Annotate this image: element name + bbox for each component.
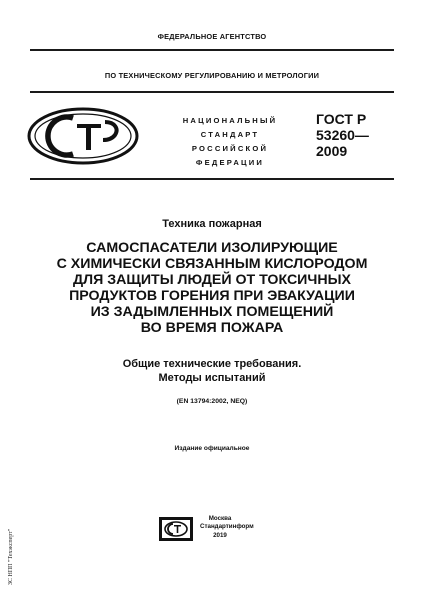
gost-number-line: ГОСТ Р [316, 111, 367, 127]
title-line: ДЛЯ ЗАЩИТЫ ЛЮДЕЙ ОТ ТОКСИЧНЫХ [73, 272, 351, 288]
title-line: САМОСПАСАТЕЛИ ИЗОЛИРУЮЩИЕ [86, 240, 338, 256]
top-divider [30, 49, 394, 51]
agency-name-line2: ПО ТЕХНИЧЕСКОМУ РЕГУЛИРОВАНИЮ И МЕТРОЛОГИИ [104, 71, 320, 80]
national-standard-line: НАЦИОНАЛЬНЫЙ [182, 116, 278, 125]
title-line: ПРОДУКТОВ ГОРЕНИЯ ПРИ ЭВАКУАЦИИ [69, 288, 355, 304]
edition-label: Издание официальное [174, 445, 250, 452]
title-line: С ХИМИЧЕСКИ СВЯЗАННЫМ КИСЛОРОДОМ [56, 256, 368, 272]
subtitle-line: Методы испытаний [158, 372, 266, 384]
publisher-line: 2019 [213, 531, 227, 539]
title-line: ВО ВРЕМЯ ПОЖАРА [140, 320, 284, 336]
side-stamp: ЗС НПП "Техэксперт" [8, 528, 14, 585]
national-standard-line: ФЕДЕРАЦИИ [195, 158, 265, 167]
publisher-info [200, 515, 254, 540]
standard-reference: (EN 13794:2002, NEQ) [176, 398, 248, 405]
standartinform-logo-icon [158, 516, 194, 542]
national-standard-line: РОССИЙСКОЙ [191, 144, 269, 153]
document-title [30, 240, 394, 336]
gost-r-emblem-icon [27, 107, 139, 165]
agency-name-line1: ФЕДЕРАЛЬНОЕ АГЕНТСТВО [157, 32, 267, 41]
gost-number-line: 2009 [316, 143, 348, 159]
title-line: ИЗ ЗАДЫМЛЕННЫХ ПОМЕЩЕНИЙ [90, 304, 334, 320]
subtitle-line: Общие технические требования. [122, 358, 302, 370]
national-standard-line: СТАНДАРТ [200, 130, 260, 139]
publisher-line: Стандартинформ [200, 523, 254, 531]
document-subtitle [30, 357, 394, 385]
document-subject: Техника пожарная [162, 218, 262, 230]
gost-number-line: 53260— [316, 127, 369, 143]
publisher-line: Москва [208, 515, 232, 522]
header-divider [30, 91, 394, 93]
national-standard-label [160, 114, 300, 170]
gost-number [316, 111, 369, 159]
title-divider [30, 178, 394, 180]
